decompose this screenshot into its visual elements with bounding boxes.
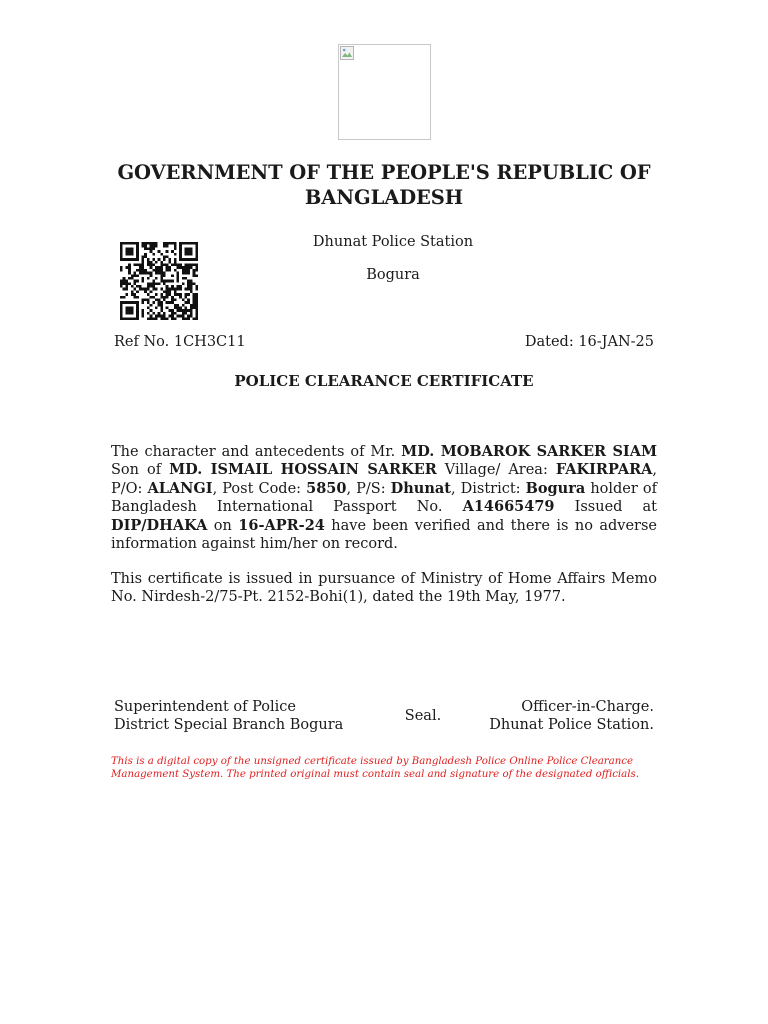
digital-copy-disclaimer: This is a digital copy of the unsigned certificate issued by Bangladesh Police Online Police Clearance Management System. The printed original must contain seal and signature of the designated officials. (111, 756, 639, 780)
reference-number: Ref No. 1CH3C11 (114, 334, 246, 350)
body-text: holder of Bangladesh International Passport No. (111, 480, 657, 516)
body-text: , P/O: (111, 462, 657, 497)
body-text: The character and antecedents of Mr. (111, 444, 402, 460)
applicant-name: MD. MOBAROK SARKER SIAM (401, 443, 658, 460)
body-text: Son of (111, 462, 170, 479)
father-name: MD. ISMAIL HOSSAIN SARKER (169, 461, 437, 479)
body-text: , District: (450, 480, 526, 497)
body-text: Issued at (554, 499, 657, 516)
passport-issue-place: DIP/DHAKA (111, 516, 208, 534)
body-text: have been verified and there is no adverse information against him/her on record. (111, 517, 657, 553)
government-logo-placeholder (338, 44, 431, 140)
qr-code-icon (120, 241, 198, 321)
district: Bogura (525, 479, 586, 497)
issue-date: Dated: 16-JAN-25 (524, 334, 654, 350)
memo-reference-paragraph: This certificate is issued in pursuance of Ministry of Home Affairs Memo No. Nirdesh-2/75-Pt. 2152-Bohi(1), dated the 19th May, 1977. (111, 571, 657, 606)
body-text: on (207, 517, 239, 534)
post-office: ALANGI (147, 479, 213, 497)
village-name: FAKIRPARA (555, 461, 653, 479)
body-text: Village/ Area: (436, 462, 556, 479)
body-text: , Post Code: (212, 480, 307, 497)
signatory-office: District Special Branch Bogura (114, 717, 344, 734)
signature-block-officer-in-charge (489, 698, 654, 735)
signatory-title: Officer-in-Charge. (521, 699, 654, 715)
certificate-title: POLICE CLEARANCE CERTIFICATE (234, 372, 534, 390)
passport-number: A14665479 (462, 498, 555, 516)
police-station: Dhunat (390, 479, 451, 497)
signatory-title: Superintendent of Police (114, 699, 297, 715)
signatory-office: Dhunat Police Station. (489, 717, 654, 734)
seal-label: Seal. (404, 708, 442, 724)
body-text: , P/S: (346, 480, 391, 497)
broken-image-icon (340, 46, 354, 60)
government-title: GOVERNMENT OF THE PEOPLE'S REPUBLIC OF BANGLADESH (117, 161, 651, 209)
certificate-body-paragraph (111, 443, 657, 553)
signature-block-superintendent (114, 698, 343, 735)
police-station-name: Dhunat Police Station (312, 234, 474, 250)
post-code: 5850 (306, 479, 347, 497)
district-name: Bogura (366, 267, 420, 283)
passport-issue-date: 16-APR-24 (238, 516, 325, 534)
